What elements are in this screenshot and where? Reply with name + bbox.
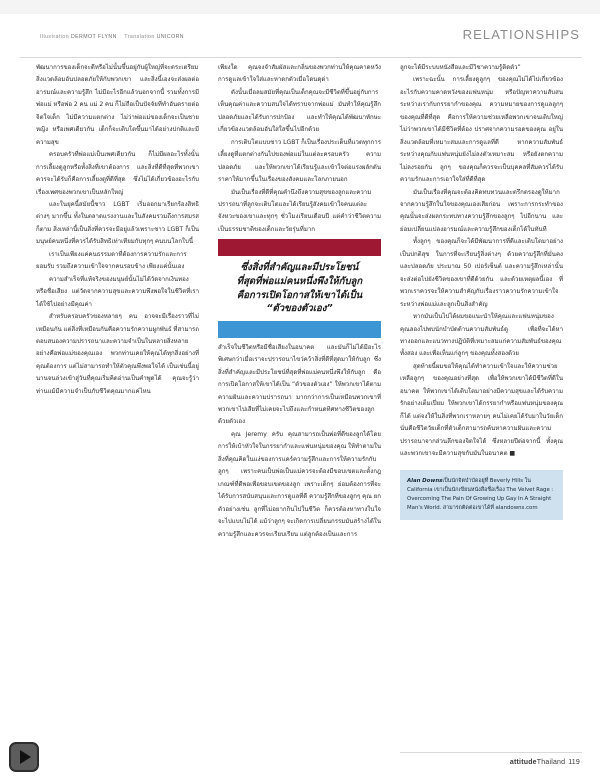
credit-line <box>40 34 184 40</box>
paragraph: หากมันเป็นไปได้ผมขอแนะนำให้คุณและแฟนหนุ่มของคุณลองไปพบนักบำบัดด้านความสัมพันธ์ดู เพื่อที่จะได้หาทางออกและแนวทางปฏิบัติที่เหมาะสมแก่ความสัมพันธ์ของคุณทั้งสอง และเพื่อเห็นแก่ลูกๆ ของคุณทั้งสองด้วย <box>400 313 563 358</box>
page-folio <box>510 759 580 766</box>
masthead <box>0 16 600 40</box>
brand-name: attitude <box>509 759 537 766</box>
author-bio-box <box>400 470 563 521</box>
credit-illustration-label: Illustration <box>40 34 70 40</box>
bio-text-part-1: เป็นนักจิตบำบัดอยู่ที่ Beverly Hills ใน <box>442 477 531 484</box>
pull-quote-line: ซึ่งสิ่งที่สำคัญและมีประโยชน์ <box>240 262 359 274</box>
pull-quote-line: “ตัวของตัวเอง” <box>266 303 333 315</box>
paragraph: มันเป็นเรื่องที่ดีที่คุณคำนึงถึงความสุขของลูกและความปรารถนาที่ลูกจะเติบโตและได้เรียนรู้สังคมเข้าใจคนแต่ละจังหวะของเขาและทุกๆ ชั่วโมงเรียนเดือนปี แต่คำว่าชีวิตความเป็นธรรมชาติของเด็กและวัยรุ่นที่มาก <box>218 188 381 233</box>
paragraph: เพราะฉะนั้น การเลี้ยงดูลูกๆ ของคุณไม่ได้ไปเกี่ยวข้องอะไรกับความคาดหวังของแฟนหนุ่ม หรือปัญหาความสับสนระหว่างเรากับกรรยากำของคุณ ความหมายของการดูแลลูกๆ ของคุณที่ดีที่สุด คือการให้ความช่วยเหลือพวกเขาจนเติบใหญ่ ไม่ว่าพวกเขาได้มีชีวิตที่ต้อง ปราศจากความรอดของคุณ อยู่ในสิ่งแวดล้อมที่เหมาะสมและการดูแลที่ดี หากความสัมพันธ์ระหว่างคุณกับแฟนหนุ่มยังไม่ลงตัวเหมาะสม หรือยังตกความไม่ลงรอยกัน ลูกๆ ของคุณก็ควรจะเป็นบุคคลที่สัมควรได้รับความรักและการเอาใจใส่ที่ดีที่สุด <box>400 76 563 184</box>
paragraph: คุณ Jeremy ครับ คุณสามารถเป็นพ่อที่ดีของลูกได้โดยการให้เบ้าหัวใจในกรรยากำและแฟนหนุ่มของคุณ ให้ทำตามในสิ่งที่คุณคิดในแง่ของการแคร์ความรู้สึกและการให้ความรักกับลูกๆ เพราะคนเป็นพ่อเป็นแม่ควรจะต้องมีขอบเขตและตั้งกฎเกณฑ์ที่ดีพอเพื่อขอบเขตของลูก เพราะเด็กๆ ย่อมต้องการที่จะได้รับการสนับสนุนและการดูแลที่ดี ความรู้สึกที่ของลูกๆ คุณ ยกตัวอย่างเช่น ลูกที่ไม่อยากกินไปในชีวิต ก็ควรต้องหาทางในใจจะไปแบบไม่ได้ แม้ว่าลูกๆ จะเกิดการเปลี่ยนกรรมมันสร้างได้ในความรู้สึกและควรจะเรียบเรียน แต่ลูกต้องเป็นและการ <box>218 430 381 538</box>
text-column-3 <box>400 62 563 520</box>
viewer-top-strip <box>0 0 600 14</box>
paragraph: ดังนั้นเมื่อลมสมัยที่คุณเป็นเด็กคุณจะมีชีวิตที่ขึ้นอยู่กับการเห็นคุณค่าและความสนใจได้ทราบจากพ่อแม่ มันทำให้คุณรู้สึกปลอดภัยและได้รับการปกป้อง และทำให้คุณได้พัฒนาทักษะเกี่ยวข้องแวดล้อมอันใสใสขึ้นไปอีกด้วย <box>218 88 381 134</box>
credit-translation-name: UNICORN <box>156 34 184 40</box>
author-name: Alan Downs <box>407 477 443 484</box>
brand-edition: Thailand <box>536 759 566 766</box>
paragraph: ครอบครัวที่พ่อแม่เป็นเพศเดียวกัน ก็ไม่มีผลอะไรทั้งนั้น การเลี้ยงดูลูกหรือทั้งสิ่งที่เขาต้องการ และสิ่งที่ดีที่สุดที่พวกเขาควรจะได้รับก็คือการเลี้ยงดูที่ดีที่สุด ซึ่งไม่ได้เกี่ยวข้องอะไรกับเรื่องเพศของพวกเขาเป็นหลักใหญ่ <box>36 151 199 196</box>
author-website-link[interactable]: alandowns.com <box>495 505 538 512</box>
paragraph: ลูกจะได้มีระบบหนังสือและมีวิชาความรู้ติดตัว” <box>400 64 521 71</box>
play-icon <box>20 750 31 764</box>
paragraph: มันเป็นเรื่องที่คุณจะต้องคิดทบทวนและตรึกตรองดูให้มากจากความรู้สึกในใจของคุณเองเสียก่อน เพราะการกระทำของคุณนั้นจะส่งผลกระทบทางความรู้สึกของลูกๆ ไปอีกนาน และย่อมเปลี่ยนแปลงอารมณ์และความรู้สึกของเด็กได้ในทันที <box>400 188 563 233</box>
paragraph: ทั้งลูกๆ ของคุณก็จะได้มีพัฒนาการที่ดีและเติบโตมาอย่างเป็นปกติสุข ในการที่จะเรียนรู้สิ่งต่างๆ ด้วยความรู้สึกที่มั่นคงและปลอดภัย ประมาณ 50 เปอร์เซ็นต์ และความรู้สึกเหล่านั้นจะส่งต่อไปยังชีวิตของเขาที่ดีด้วยกัน และด้วยเหตุผลนี้เอง ที่พวกเราควรจะให้ความสำคัญกับเรื่องราวความรักความเข้าใจระหว่างพ่อแม่และลูกเป็นสิ่งสำคัญ <box>400 238 563 308</box>
pull-quote-line: คือการเปิดโอกาสให้เขาได้เป็น <box>236 289 363 301</box>
article-columns <box>0 62 600 702</box>
section-title: RELATIONSHIPS <box>462 27 580 42</box>
masthead-divider <box>20 57 582 58</box>
author-bio-text <box>407 477 556 514</box>
credit-illustration-name: DERMOT FLYNN <box>70 34 117 40</box>
paragraph: สำหรับครอบครัวของหลายๆ คน อาจจะมีเรื่องราวที่ไม่เหมือนกัน แต่สิ่งที่เหมือนกันคือความรักความผูกพันธ์ ที่สามารถตอบสนองความปรารถนาและความจำเป็นในหลายสิ่งหลายอย่างคือพ่อแม่ของคุณเอง พวกท่านเคยให้คุณได้ทุกสิ่งอย่างที่คุณต้องการ แต่ไม่สามารถทำให้ตัวคุณพึงพอใจได้ เป็นเช่นนี้อยู่นานจนล่วงเข้าสู่วันที่คุณเริ่มคิดอ่านเป็นคำพูดได้ คุณจะรู้ว่าท่านแม้มีความจำเป็นกับชีวิตคุณมากแค่ไหน <box>36 313 199 395</box>
paragraph: และในยุคนี้สมัยนี้ชาว LGBT เริ่มออกมาเรียกร้องสิทธิต่างๆ มากขึ้น ทั้งในตลาดแรงงานและในสังคมรวมถึงการสมรสก็ตาม สิ่งเหล่านี้เป็นสิ่งที่ควรจะมีอยู่แล้วเพราะชาว LGBT ก็เป็นมนุษย์คนหนึ่งที่ควรได้รับสิทธิเท่าเทียมกับทุกๆ คนบนโลกใบนี้ <box>36 200 199 246</box>
footer-divider <box>400 752 582 753</box>
pull-quote-top-bar <box>218 239 381 256</box>
bio-text-part-2: California เขาเป็นนักเขียนหนังสือชื่อเรื่อง The Velvet Rage : Overcoming The Pain Of Growing Up Gay In A Straight Man's World. สามารถติดต่อเขาได้ที่ <box>407 486 554 512</box>
paragraph: เพียงใด คุณจงจำสัมผัสและกลิ่นของพวกท่านให้คุณคาดหวังการดูแลเข้าใจใส่และหาดกตัวเมื่อโดนดุด่า <box>218 64 381 84</box>
credit-translation-label: Translation <box>124 34 155 40</box>
paragraph: สุดท้ายนี้ผมขอให้คุณได้ทำความเข้าใจและให้ความช่วยเหลือลูกๆ ของคุณอย่างที่สุด เพื่อให้พวกเขาได้มีชีวิตที่ดีในอนาคต ให้พวกเขาได้เติบโตมาอย่างมีความสุขและได้รับความรักอย่างเต็มเปี่ยม ให้พวกเขาได้กรรยากำหรือแฟนหนุ่มของคุณก็ได้ แต่จงให้ในสิ่งที่พวกเราหลายๆ คนไม่เคยได้รับมาในวัยเด็ก นั่นคือชีวิตวัยเด็กที่ตัวเด็กสามารถค้นหาความฝันและความปรารถนาจากส่วนลึกของจิตใจได้ ซึ่งหลายปีต่อจากนี้ ทั้งคุณและพวกเขาจะมีความสุขกับมันในอนาคต ■ <box>400 362 563 458</box>
paragraph: ความสำเร็จที่แท้จริงของมนุษย์นั้นไม่ได้วัดจากเงินทองหรือชื่อเสียง แต่วัดจากความสุขและความพึงพอใจในชีวิตที่เราได้ใช้ไปอย่างมีคุณค่า <box>36 275 199 308</box>
text-column-2 <box>218 62 381 541</box>
text-column-1 <box>36 62 199 398</box>
play-button[interactable] <box>9 742 39 772</box>
pull-quote-text <box>218 256 381 320</box>
paragraph: เราเป็นเพียงแค่คนธรรมดาที่ต้องการความรักและการยอมรับ รวมถึงความเข้าใจจากคนรอบข้าง เพียงแค่นั้นเอง <box>36 250 187 271</box>
pull-quote-bottom-bar <box>218 321 381 338</box>
paragraph: สำเร็จในชีวิตหรือมีชื่อเสียงในอนาคต และมันก็ไม่ได้มีอะไรพิเศษกว่าเมื่อเราจะปรารถนาไขว่คว้าสิ่งที่ดีที่สุดมาให้กับลูก ซึ่งสิ่งที่สำคัญและมีประโยชน์ที่สุดที่พ่อแม่คนหนึ่งพึงให้กับลูก คือการเปิดโอกาสให้เขาได้เป็น “ตัวของตัวเอง” ให้พวกเขาได้ตามความฝันและความปรารถนา มากกว่าการเป็นเหมือนพวกเขาที่พวกเขาไปเสียที่ไม่เคยจะไปถึงและกำหนดทิศทางชีวิตของลูกด้วยตัวเอง <box>218 343 381 426</box>
page-number: 119 <box>568 759 580 766</box>
pull-quote-line: ที่สุดที่พ่อแม่คนหนึ่งพึงให้กับลูก <box>236 275 363 287</box>
paragraph: การเติบโตแบบชาว LGBT ก็เป็นเรื่องประเด็นที่แวดทุกการเลี้ยงดูที่แตกต่างกันไปของพ่อแม่ในแต่ละครอบครัว ความปลอดภัย และให้พวกเขาได้เรียนรู้และเข้าใจต่อแรงผลักดันราคาให้มากขึ้นในเรื่องของสังคมและโลกภายนอก <box>218 138 381 184</box>
pull-quote <box>218 239 381 337</box>
paragraph: พัฒนาการของเด็กจะดีหรือไม่นั้นขึ้นอยู่กับผู้ใหญ่ที่จะตระเตรียมสิ่งแวดล้อมอันปลอดภัยให้กับพวกเขา และสิ่งนี้เองจะส่งผลต่ออารมณ์และความรู้สึก ไม่มีอะไรอีกแล้วนอกจากนี้ รวมทั้งการมีพ่อแม่ หรือพ่อ 2 คน แม่ 2 คน ก็ไม่ถือเป็นปัจจัยที่ทำอันตรายต่อจิตใจเด็ก ไม่มีความแตกต่าง ไม่ว่าพ่อแม่ของเด็กจะเป็นชายหญิง หรือเพศเดียวกัน เด็กก็จะเติบโตขึ้นมาได้อย่างปกติและมีความสุข <box>36 64 199 146</box>
